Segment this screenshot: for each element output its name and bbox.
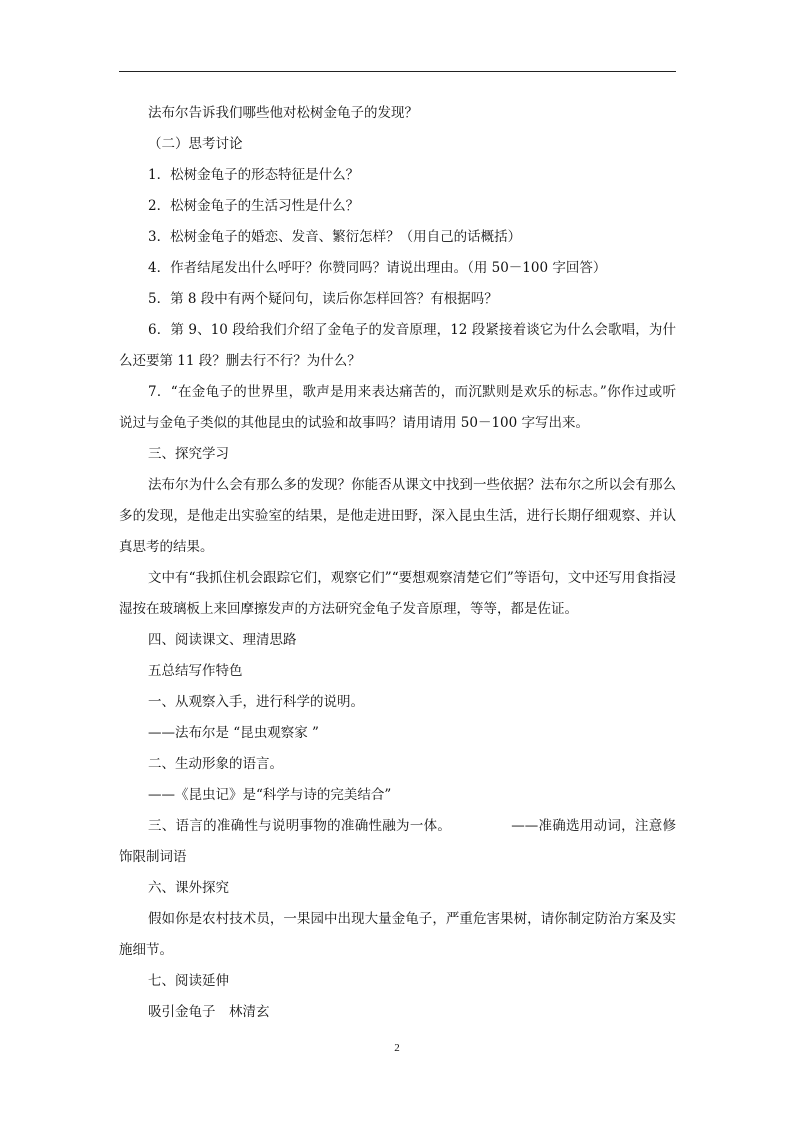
extracurricular-task: 假如你是农村技术员，一果园中出现大量金龟子，严重危害果树，请你制定防治方案及实施细节。	[119, 911, 676, 958]
section-7-heading: 七、阅读延伸	[148, 973, 229, 989]
question-2: 2．松树金龟子的生活习性是什么？	[148, 198, 360, 214]
question-1: 1．松树金龟子的形态特征是什么？	[148, 167, 360, 183]
question-4: 4．作者结尾发出什么呼吁？你赞同吗？请说出理由。（用 50－100 字回答）	[148, 260, 607, 276]
inquiry-paragraph-2: 文中有“我抓住机会跟踪它们，观察它们”“要想观察清楚它们”等语句，文中还写用食指浸湿按在玻璃板上来回摩擦发声的方法研究金龟子发音原理，等等，都是佐证。	[119, 570, 676, 617]
reading-title: 吸引金龟子 林清玄	[148, 1004, 270, 1020]
header-rule	[119, 71, 676, 72]
feature-2: 二、生动形象的语言。	[148, 756, 283, 772]
inquiry-paragraph-1: 法布尔为什么会有那么多的发现？你能否从课文中找到一些依据？法布尔之所以会有那么多的发现，是他走出实验室的结果，是他走进田野，深入昆虫生活，进行长期仔细观察、并认真思考的结果。	[119, 477, 676, 555]
section-6-heading: 六、课外探究	[148, 880, 229, 896]
document-body	[119, 98, 676, 1028]
question-3: 3．松树金龟子的婚恋、发音、繁衍怎样？（用自己的话概括）	[148, 229, 522, 245]
question-intro: 法布尔告诉我们哪些他对松树金龟子的发现？	[148, 105, 418, 121]
section-discussion-heading: （二）思考讨论	[148, 136, 243, 152]
section-5-heading: 五总结写作特色	[148, 663, 243, 679]
feature-1: 一、从观察入手，进行科学的说明。	[148, 694, 364, 710]
question-6: 6．第 9、10 段给我们介绍了金龟子的发音原理，12 段紧接着谈它为什么会歌唱，为什么还要第 11 段？删去行不行？为什么？	[119, 322, 676, 369]
feature-2-note: ——《昆虫记》是“科学与诗的完美结合”	[148, 787, 392, 803]
section-3-heading: 三、探究学习	[148, 446, 229, 462]
feature-3-note: ——准确选用动词，注意修饰限制词语	[119, 818, 676, 865]
feature-3-text: 三、语言的准确性与说明事物的准确性融为一体。	[148, 818, 452, 834]
section-4-heading: 四、阅读课文、理清思路	[148, 632, 297, 648]
feature-1-note: ——法布尔是 “昆虫观察家 ”	[148, 725, 319, 741]
feature-3	[119, 811, 676, 873]
page-number: 2	[394, 1042, 400, 1054]
question-5: 5．第 8 段中有两个疑问句，读后你怎样回答？有根据吗？	[148, 291, 498, 307]
question-7: 7．“在金龟子的世界里，歌声是用来表达痛苦的，而沉默则是欢乐的标志。”你作过或听说过与金龟子类似的其他昆虫的试验和故事吗？请用请用 50－100 字写出来。	[119, 384, 676, 431]
